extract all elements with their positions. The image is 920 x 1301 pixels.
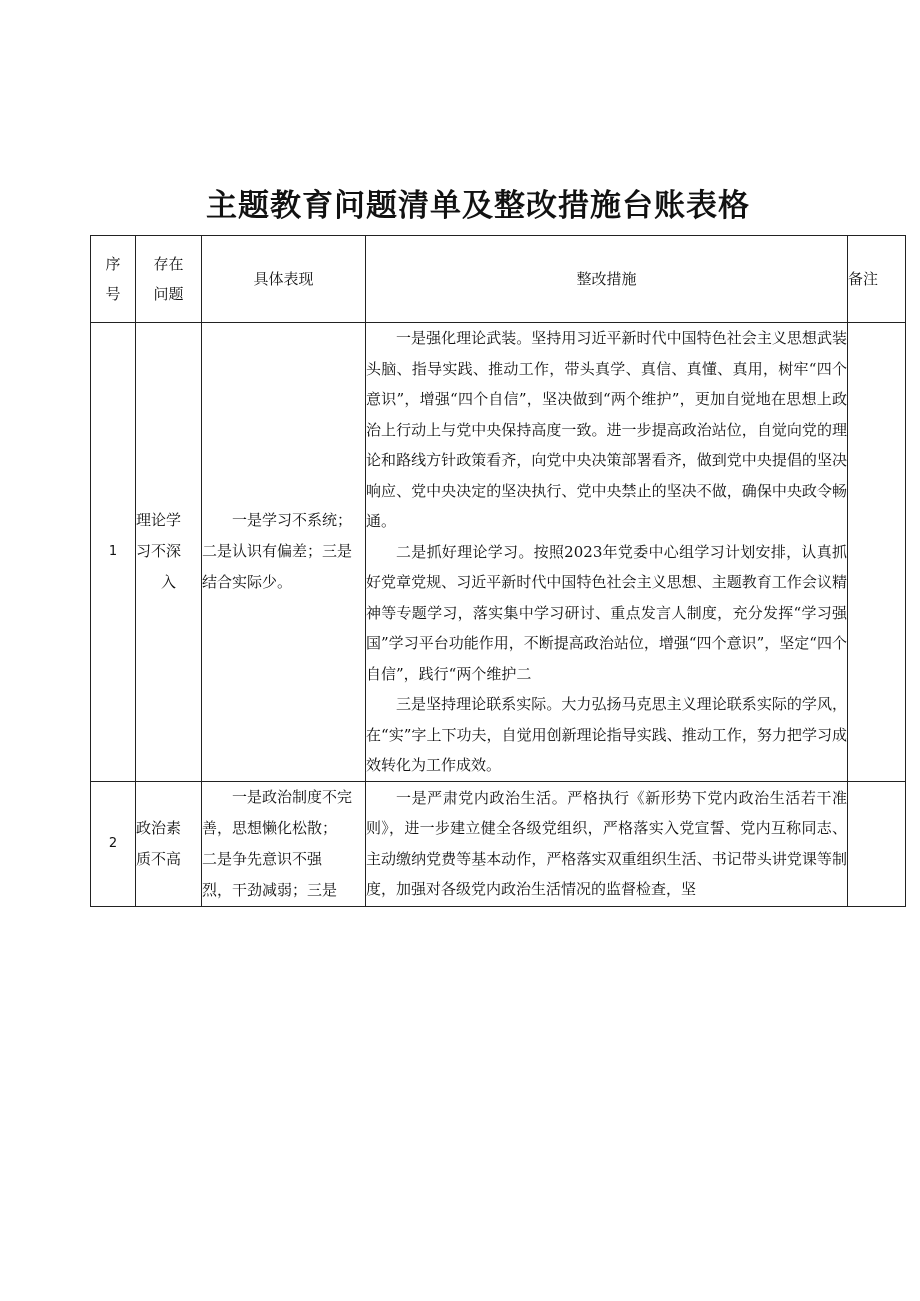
- row-measures: [366, 323, 848, 782]
- row-problem: [136, 781, 202, 906]
- measure-paragraph: 一是严肃党内政治生活。严格执行《新形势下党内政治生活若干准则》，进一步建立健全各级党组织，严格落实入党宣誓、党内互称同志、主动缴纳党费等基本动作，严格落实双重组织生活、书记带头讲党课等制度，加强对各级党内政治生活情况的监督检查，坚: [366, 788, 847, 898]
- table-row: [91, 323, 906, 782]
- row-seq: 1: [91, 323, 136, 782]
- table-row: [91, 781, 906, 906]
- row-measures: [366, 781, 848, 906]
- header-performance: 具体表现: [202, 236, 366, 323]
- header-seq-line2: 号: [105, 285, 121, 303]
- header-row: [91, 236, 906, 323]
- problem-line: 入: [160, 573, 176, 592]
- problem-line: 理论学: [136, 511, 182, 530]
- row-remarks: [848, 781, 906, 906]
- row-seq: 2: [91, 781, 136, 906]
- problem-line: 政治素: [136, 818, 182, 837]
- performance-line: 一是政治制度不完: [232, 787, 353, 806]
- performance-line: 烈，干劲减弱；三是: [202, 880, 338, 899]
- performance-line: 善，思想懒化松散；: [202, 818, 338, 837]
- performance-line: 二是争先意识不强: [202, 849, 323, 868]
- measure-paragraph: 三是坚持理论联系实际。大力弘扬马克思主义理论联系实际的学风，在“实”字上下功夫，自觉用创新理论指导实践、推动工作，努力把学习成效转化为工作成效。: [366, 695, 847, 774]
- problem-line: 质不高: [136, 849, 182, 868]
- header-problem-line2: 问题: [153, 285, 184, 303]
- measure-paragraph: 二是抓好理论学习。按照2023年党委中心组学习计划安排，认真抓好党章党规、习近平新时代中国特色社会主义思想、主题教育工作会议精神等专题学习，落实集中学习研讨、重点发言人制度，充分发挥“学习强国”学习平台功能作用，不断提高政治站位，增强“四个意识”，坚定“四个自信”，践行“两个维护二: [366, 542, 847, 683]
- problem-line: 习不深: [136, 542, 182, 561]
- performance-text: 一是学习不系统；二是认识有偏差；三是结合实际少。: [202, 511, 353, 592]
- rectification-ledger-table: [90, 235, 906, 907]
- row-performance: [202, 781, 366, 906]
- row-remarks: [848, 323, 906, 782]
- row-performance: [202, 323, 366, 782]
- header-remarks: 备注: [848, 236, 906, 323]
- measure-paragraph: 一是强化理论武装。坚持用习近平新时代中国特色社会主义思想武装头脑、指导实践、推动工作，带头真学、真信、真懂、真用，树牢“四个意识”，增强“四个自信”，坚决做到“两个维护”，更加自觉地在思想上政治上行动上与党中央保持高度一致。进一步提高政治站位，自觉向党的理论和路线方针政策看齐，向党中央决策部署看齐，做到党中央提倡的坚决响应、党中央决定的坚决执行、党中央禁止的坚决不做，确保中央政令畅通。: [366, 329, 847, 530]
- header-problem-line1: 存在: [153, 255, 184, 273]
- page-title: 主题教育问题清单及整改措施台账表格: [206, 188, 750, 224]
- header-problem: [136, 236, 202, 323]
- row-problem: [136, 323, 202, 782]
- header-measures: 整改措施: [366, 236, 848, 323]
- header-seq-line1: 序: [105, 255, 121, 273]
- header-seq: [91, 236, 136, 323]
